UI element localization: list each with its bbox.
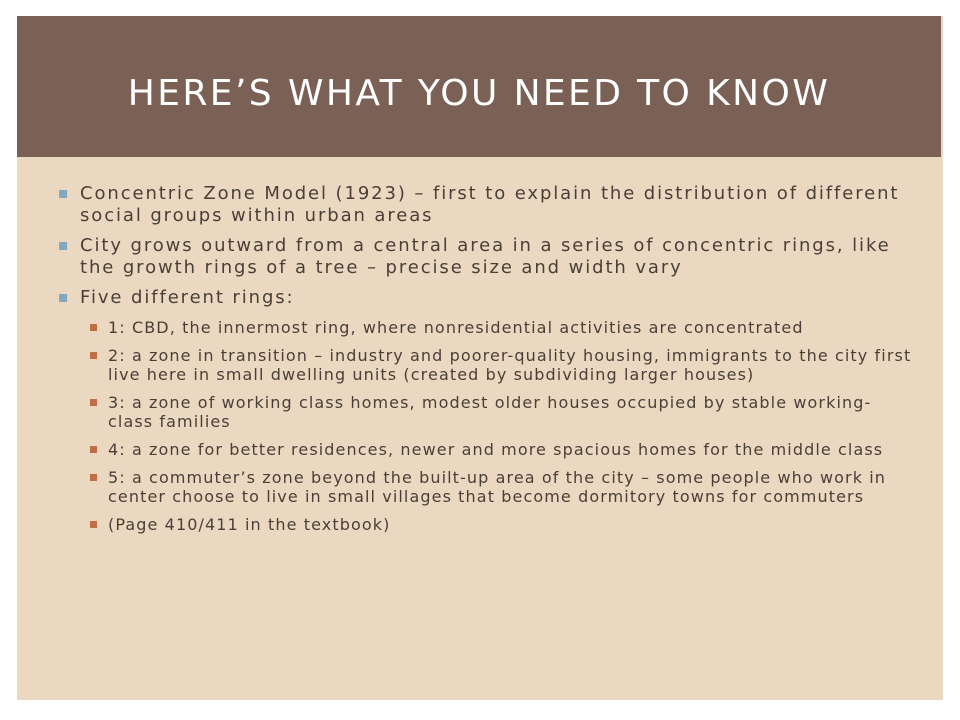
- sub-bullet-text: (Page 410/411 in the textbook): [108, 515, 391, 534]
- title-band: [17, 16, 941, 157]
- sub-bullet-item: [80, 468, 916, 506]
- square-bullet-icon: [90, 399, 97, 406]
- bullet-text: City grows outward from a central area in a series of concentric rings, like the growth rings of a tree – precise size and width vary: [80, 235, 891, 278]
- bullet-text: Concentric Zone Model (1923) – first to explain the distribution of different social groups within urban areas: [80, 183, 900, 226]
- slide-title: HERE’S WHAT YOU NEED TO KNOW: [127, 73, 831, 114]
- sub-bullet-text: 3: a zone of working class homes, modest older houses occupied by stable working-class families: [108, 393, 872, 431]
- bullet-item: [56, 235, 916, 279]
- slide-content: [56, 183, 916, 543]
- sub-bullet-text: 2: a zone in transition – industry and poorer-quality housing, immigrants to the city first live here in small dwelling units (created by subdividing larger houses): [108, 346, 912, 384]
- square-bullet-icon: [59, 242, 67, 250]
- bullet-text: Five different rings:: [80, 287, 295, 308]
- bullet-item: [56, 183, 916, 227]
- sub-bullet-list: [80, 318, 916, 534]
- sub-bullet-item: [80, 318, 916, 337]
- sub-bullet-text: 5: a commuter’s zone beyond the built-up area of the city – some people who work in center choose to live in small villages that become dormitory towns for commuters: [108, 468, 887, 506]
- square-bullet-icon: [90, 352, 97, 359]
- sub-bullet-text: 1: CBD, the innermost ring, where nonresidential activities are concentrated: [108, 318, 804, 337]
- square-bullet-icon: [90, 474, 97, 481]
- square-bullet-icon: [90, 446, 97, 453]
- bullet-item: [56, 287, 916, 534]
- square-bullet-icon: [90, 324, 97, 331]
- square-bullet-icon: [59, 190, 67, 198]
- bullet-list: [56, 183, 916, 534]
- sub-bullet-item: [80, 346, 916, 384]
- sub-bullet-text: 4: a zone for better residences, newer and more spacious homes for the middle class: [108, 440, 884, 459]
- sub-bullet-item: [80, 440, 916, 459]
- square-bullet-icon: [90, 521, 97, 528]
- sub-bullet-item: [80, 393, 916, 431]
- square-bullet-icon: [59, 294, 67, 302]
- sub-bullet-item: [80, 515, 916, 534]
